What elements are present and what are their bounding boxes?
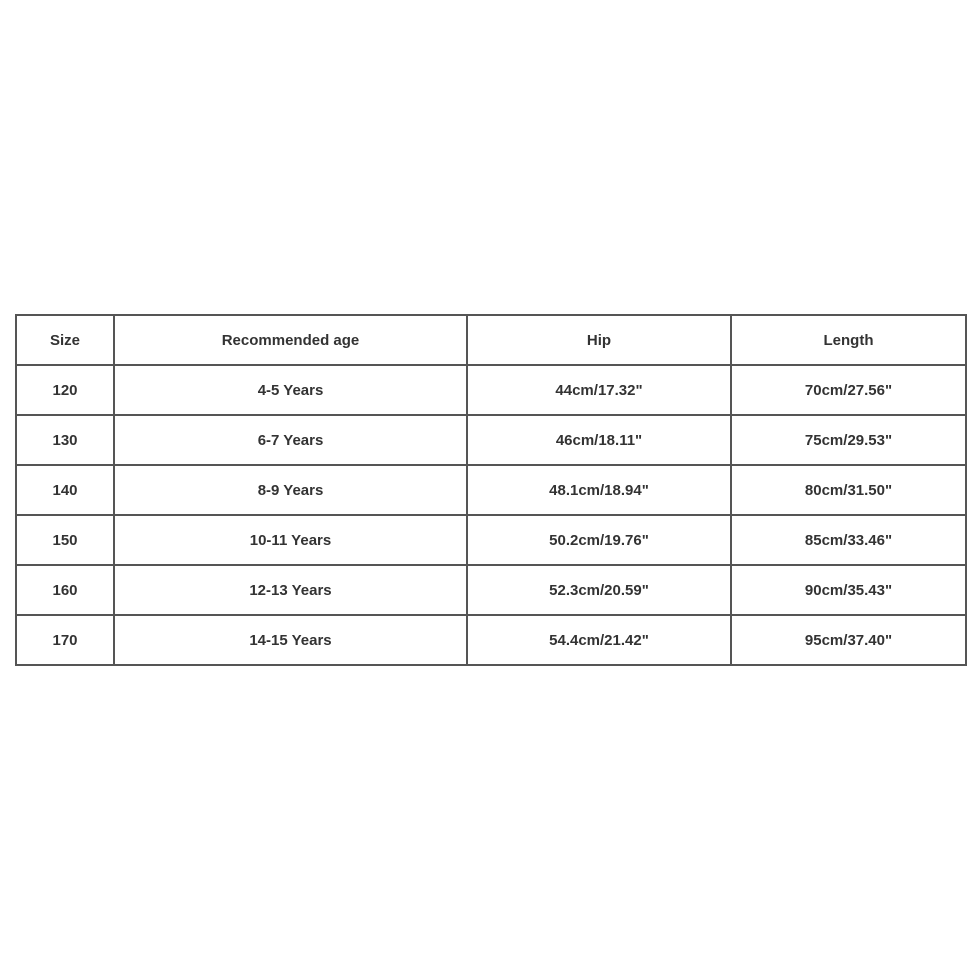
cell-size: 140 (16, 465, 114, 515)
cell-length: 85cm/33.46" (731, 515, 966, 565)
table-row (16, 515, 966, 565)
cell-hip: 44cm/17.32" (467, 365, 731, 415)
size-chart-table (15, 314, 967, 666)
table-row (16, 615, 966, 665)
cell-length: 80cm/31.50" (731, 465, 966, 515)
cell-hip: 52.3cm/20.59" (467, 565, 731, 615)
cell-size: 120 (16, 365, 114, 415)
cell-length: 95cm/37.40" (731, 615, 966, 665)
cell-hip: 54.4cm/21.42" (467, 615, 731, 665)
cell-length: 70cm/27.56" (731, 365, 966, 415)
cell-size: 170 (16, 615, 114, 665)
table-row (16, 565, 966, 615)
cell-age: 12-13 Years (114, 565, 467, 615)
table-row (16, 415, 966, 465)
table-row (16, 365, 966, 415)
cell-hip: 50.2cm/19.76" (467, 515, 731, 565)
cell-hip: 46cm/18.11" (467, 415, 731, 465)
header-size: Size (16, 315, 114, 365)
cell-age: 4-5 Years (114, 365, 467, 415)
header-length: Length (731, 315, 966, 365)
cell-age: 6-7 Years (114, 415, 467, 465)
cell-length: 75cm/29.53" (731, 415, 966, 465)
table-row (16, 465, 966, 515)
cell-age: 10-11 Years (114, 515, 467, 565)
cell-hip: 48.1cm/18.94" (467, 465, 731, 515)
cell-size: 130 (16, 415, 114, 465)
table-header-row (16, 315, 966, 365)
cell-length: 90cm/35.43" (731, 565, 966, 615)
header-recommended-age: Recommended age (114, 315, 467, 365)
cell-size: 160 (16, 565, 114, 615)
header-hip: Hip (467, 315, 731, 365)
cell-age: 14-15 Years (114, 615, 467, 665)
cell-age: 8-9 Years (114, 465, 467, 515)
cell-size: 150 (16, 515, 114, 565)
